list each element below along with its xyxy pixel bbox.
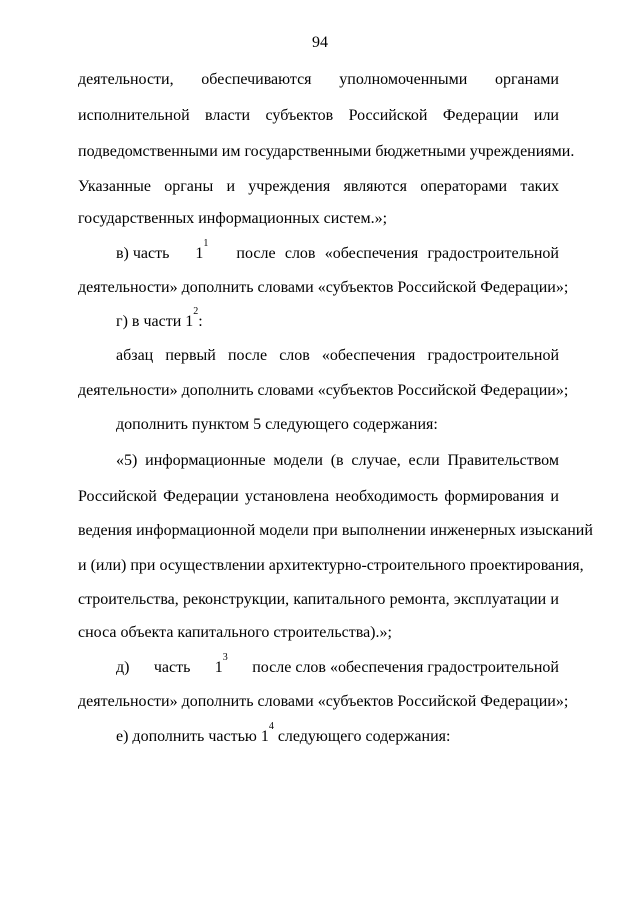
item-d-word: часть — [153, 659, 191, 676]
text-line: подведомственными им государственными бюджетными учреждениями. — [78, 143, 575, 160]
item-d-number: $1^3$ — [214, 652, 228, 676]
text-line: государственных информационных систем.»; — [78, 210, 388, 227]
text-line: деятельности» дополнить словами «субъектов Российской Федерации»; — [78, 382, 569, 399]
text-line: абзац первый после слов «обеспечения градостроительной — [116, 347, 559, 364]
page-number: 94 — [312, 34, 328, 51]
text-line: Указанные органы и учреждения являются операторами таких — [78, 178, 559, 195]
text-line: дополнить пунктом 5 следующего содержания: — [116, 416, 438, 433]
item-v-prefix: в) часть — [116, 245, 170, 262]
text-line: деятельности» дополнить словами «субъектов Российской Федерации»; — [78, 693, 569, 710]
item-v-number: $1^1$ — [195, 238, 209, 262]
text-line: «5) информационные модели (в случае, если Правительством — [116, 452, 559, 469]
text-line: исполнительной власти субъектов Российской Федерации или — [78, 107, 559, 124]
item-d-text: после слов «обеспечения градостроительной — [252, 659, 559, 676]
item-g: г) в части $1^2$: — [116, 306, 203, 330]
text-line: ведения информационной модели при выполнении инженерных изысканий — [78, 522, 593, 539]
text-line: и (или) при осуществлении архитектурно-строительного проектирования, — [78, 557, 584, 574]
item-v-text: после слов «обеспечения градостроительной — [236, 245, 559, 262]
text-line: Российской Федерации установлена необходимость формирования и — [78, 488, 559, 505]
item-e: е) дополнить частью $1^4$ следующего содержания: — [116, 721, 451, 745]
item-d-letter: д) — [116, 659, 130, 676]
item-v — [116, 238, 559, 264]
item-d — [116, 652, 559, 678]
text-line: строительства, реконструкции, капитального ремонта, эксплуатации и — [78, 591, 559, 608]
text-line: сноса объекта капитального строительства).»; — [78, 624, 392, 641]
text-line: деятельности» дополнить словами «субъектов Российской Федерации»; — [78, 279, 569, 296]
text-line: деятельности, обеспечиваются уполномоченными органами — [78, 71, 559, 88]
